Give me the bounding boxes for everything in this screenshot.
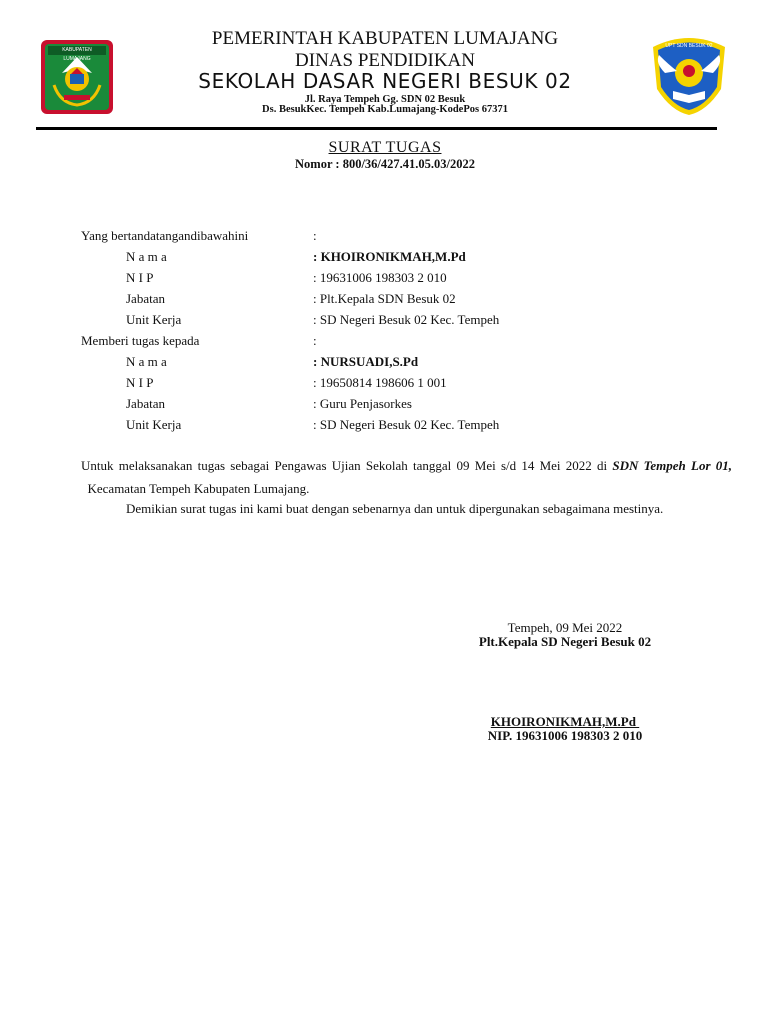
signer-intro: Yang bertandatangandibawahini [81,228,249,243]
signer-nip: NIP. 19631006 198303 2 010 [487,728,643,743]
signer-intro-colon: : [313,228,317,243]
assignee-name-value: : NURSUADI,S.Pd [313,354,419,369]
assignee-nip-label: N I P [126,375,154,390]
school-emblem-icon [647,33,731,117]
assignee-intro-colon: : [313,333,317,348]
document-title: SURAT TUGAS [328,139,442,156]
signer-name: KHOIRONIKMAH,M.Pd [490,714,640,729]
assignee-nip-value: : 19650814 198606 1 001 [313,375,447,390]
place-date: Tempeh, 09 Mei 2022 [507,620,623,635]
signer-unit-label: Unit Kerja [126,312,182,327]
signer-nip-value: : 19631006 198303 2 010 [313,270,447,285]
assignee-unit-value: : SD Negeri Besuk 02 Kec. Tempeh [313,417,500,432]
letterhead-department: DINAS PENDIDIKAN [295,50,475,71]
regency-crest-icon [40,39,114,115]
letterhead-school: SEKOLAH DASAR NEGERI BESUK 02 [198,69,572,93]
signer-position-title: Plt.Kepala SD Negeri Besuk 02 [478,634,652,649]
assignment-text-start: Untuk melaksanakan tugas sebagai Pengawas Ujian Sekolah tanggal 09 Mei s/d 14 Mei 2022 di [81,458,613,473]
letterhead-address-1: Jl. Raya Tempeh Gg. SDN 02 Besuk [304,94,466,105]
header-divider [36,127,717,130]
signer-unit-value: : SD Negeri Besuk 02 Kec. Tempeh [313,312,500,327]
assignment-location: SDN Tempeh Lor 01, [612,458,733,473]
assignee-name-label: N a m a [126,354,167,369]
right-logo-text: UPT SDN BESUK 02 [665,43,713,49]
signer-position-value: : Plt.Kepala SDN Besuk 02 [313,291,456,306]
letterhead-address-2: Ds. BesukKec. Tempeh Kab.Lumajang-KodePos 67371 [262,104,508,115]
document-number: Nomor : 800/36/427.41.05.03/2022 [295,157,475,171]
left-logo-text: KABUPATEN LUMAJANG [62,47,92,62]
signer-name-value: : KHOIRONIKMAH,M.Pd [313,249,466,264]
assignee-position-value: : Guru Penjasorkes [313,396,412,411]
assignee-intro: Memberi tugas kepada [81,333,200,348]
signer-position-label: Jabatan [126,291,165,306]
assignee-unit-label: Unit Kerja [126,417,182,432]
signer-nip-label: N I P [126,270,154,285]
assignee-position-label: Jabatan [126,396,165,411]
signer-name-label: N a m a [126,249,167,264]
letterhead-government: PEMERINTAH KABUPATEN LUMAJANG [211,28,559,49]
assignment-text-end: Kecamatan Tempeh Kabupaten Lumajang. [81,481,310,496]
assignment-paragraph [81,454,732,500]
closing-paragraph: Demikian surat tugas ini kami buat dengan sebenarnya dan untuk dipergunakan sebagaimana mestinya. [126,501,664,516]
